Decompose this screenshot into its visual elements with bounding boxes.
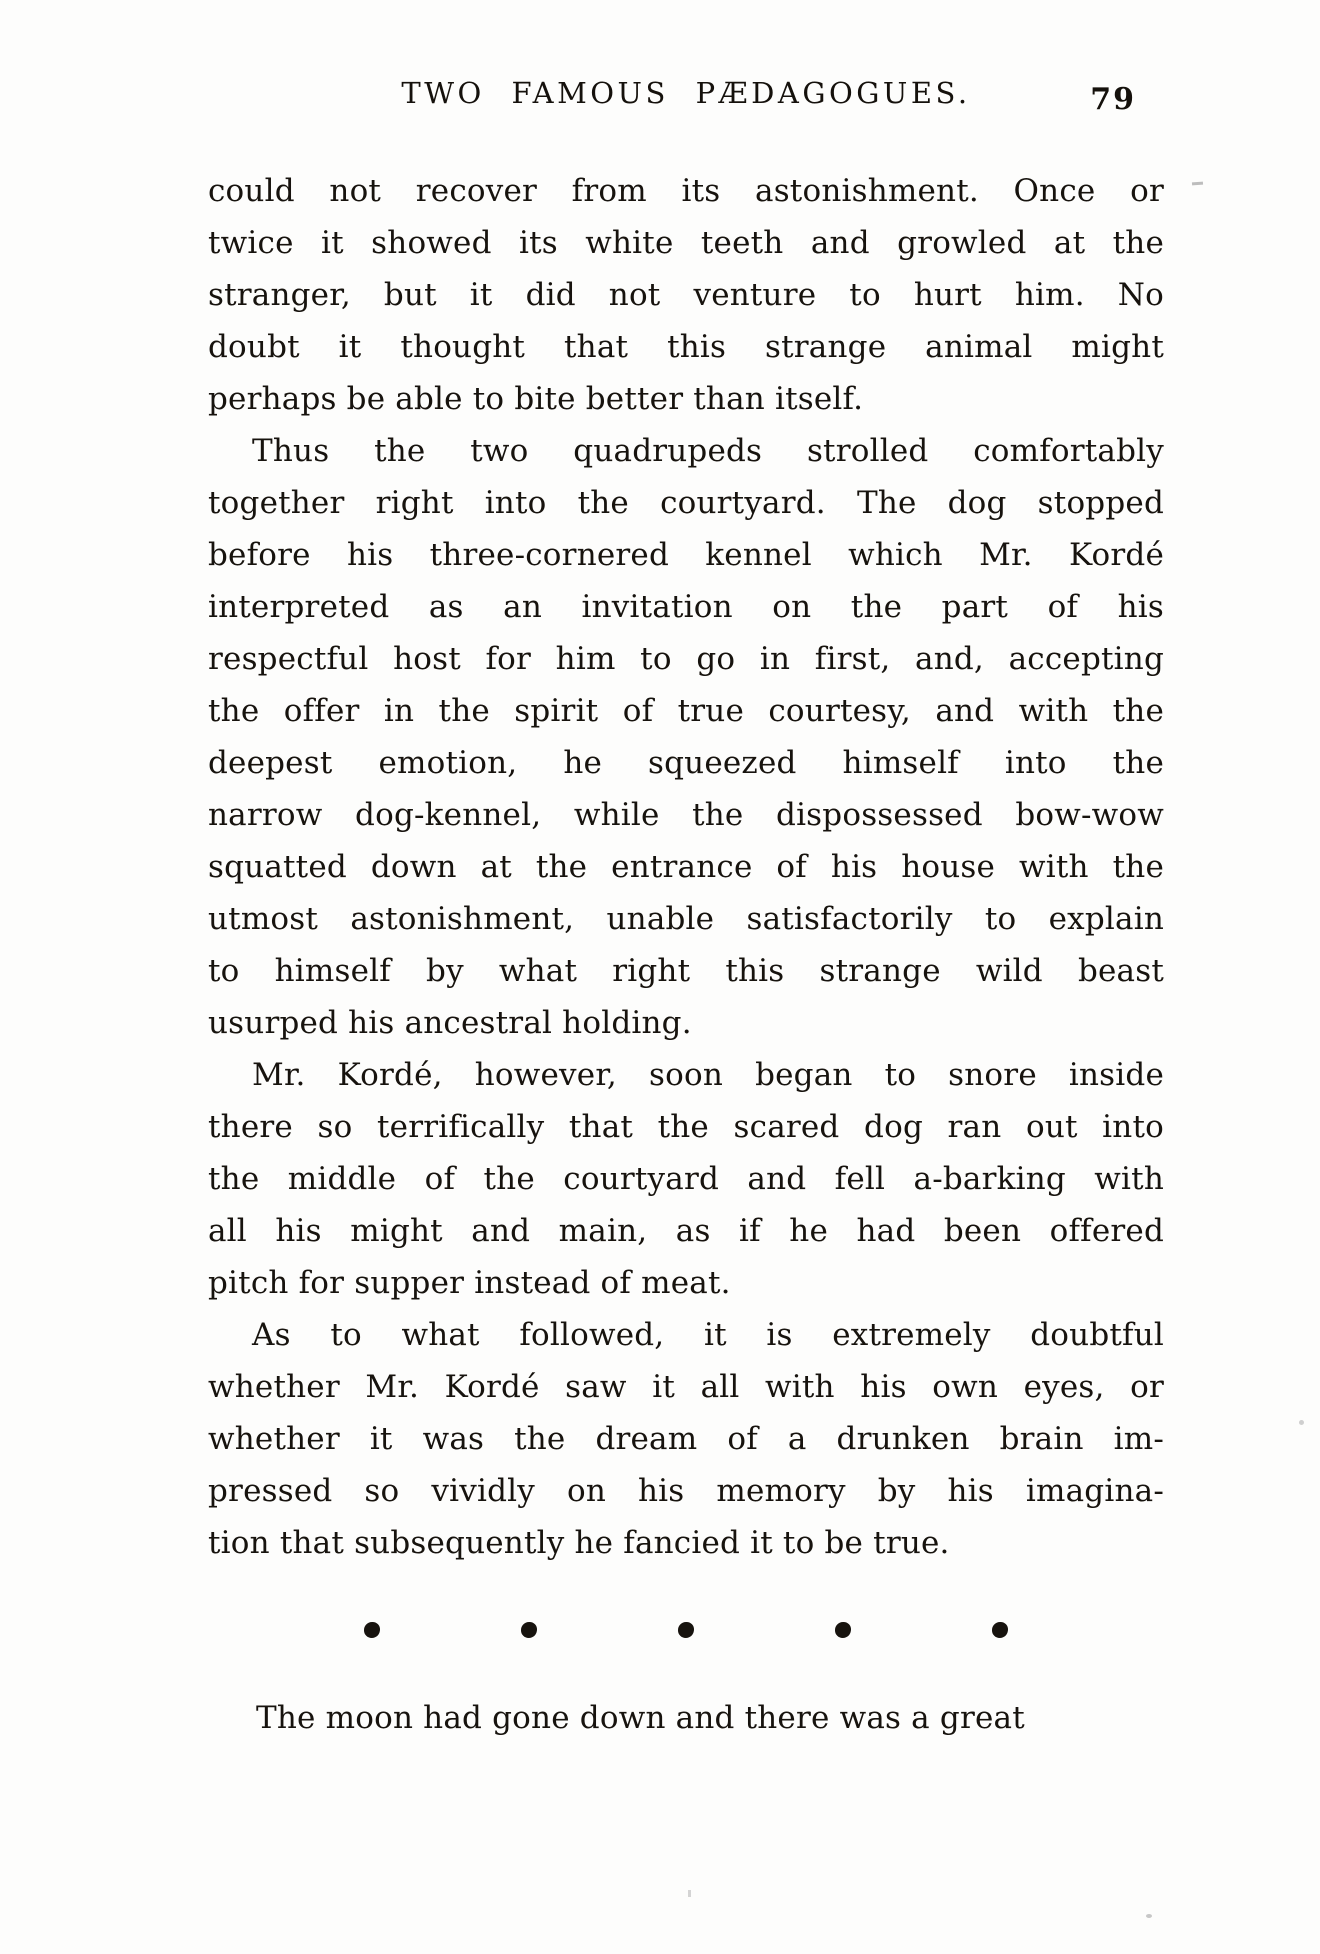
text-line: whether it was the dream of a drunken brain im- [208, 1421, 1164, 1457]
chapter-title: TWO FAMOUS PÆDAGOGUES. [401, 76, 971, 110]
text-line: pressed so vividly on his memory by his imagina- [208, 1473, 1164, 1509]
running-header [208, 76, 1164, 120]
text-line: stranger, but it did not venture to hurt him. No [208, 277, 1164, 313]
text-line: there so terrifically that the scared dog ran out into [208, 1109, 1164, 1145]
text-line: interpreted as an invitation on the part of his [208, 589, 1164, 625]
paragraph [208, 425, 1164, 1049]
paragraph [208, 165, 1164, 425]
text-line: utmost astonishment, unable satisfactorily to explain [208, 901, 1164, 937]
body-text [208, 165, 1164, 1744]
text-line: to himself by what right this strange wild beast [208, 953, 1164, 989]
text-line: respectful host for him to go in first, and, accepting [208, 641, 1164, 677]
text-line: together right into the courtyard. The dog stopped [208, 485, 1164, 521]
separator-dot-icon [992, 1622, 1008, 1638]
separator-dot-icon [835, 1622, 851, 1638]
text-line: As to what followed, it is extremely doubtful [252, 1317, 1164, 1353]
text-line: narrow dog-kennel, while the dispossessed bow-wow [208, 797, 1164, 833]
text-line: whether Mr. Kordé saw it all with his own eyes, or [208, 1369, 1164, 1405]
text-line: tion that subsequently he fancied it to be true. [208, 1525, 950, 1561]
text-line: all his might and main, as if he had been offered [208, 1213, 1164, 1249]
scan-speck [688, 1890, 691, 1897]
text-line: usurped his ancestral holding. [208, 1005, 692, 1041]
text-line: Mr. Kordé, however, soon began to snore inside [252, 1057, 1164, 1093]
paragraph [208, 1049, 1164, 1309]
text-line: the middle of the courtyard and fell a-barking with [208, 1161, 1164, 1197]
page-number: 79 [1090, 82, 1136, 117]
separator-dot-icon [678, 1622, 694, 1638]
text-line: the offer in the spirit of true courtesy, and with the [208, 693, 1164, 729]
text-line: squatted down at the entrance of his house with the [208, 849, 1164, 885]
separator-dot-icon [521, 1622, 537, 1638]
text-line: The moon had gone down and there was a great [256, 1700, 1025, 1736]
text-line: could not recover from its astonishment. Once or [208, 173, 1164, 209]
paragraph [208, 1309, 1164, 1569]
scan-speck [1192, 182, 1203, 186]
text-line: doubt it thought that this strange animal might [208, 329, 1164, 365]
text-line: deepest emotion, he squeezed himself into the [208, 745, 1164, 781]
separator-dot-icon [364, 1622, 380, 1638]
scan-speck [1146, 1914, 1152, 1918]
paragraph [208, 1692, 1164, 1744]
scan-speck [1299, 1420, 1304, 1425]
text-line: before his three-cornered kennel which Mr. Kordé [208, 537, 1164, 573]
section-separator [208, 1622, 1164, 1638]
text-line: Thus the two quadrupeds strolled comfortably [252, 433, 1164, 469]
text-line: perhaps be able to bite better than itself. [208, 381, 864, 417]
text-line: twice it showed its white teeth and growled at the [208, 225, 1164, 261]
text-line: pitch for supper instead of meat. [208, 1265, 731, 1301]
